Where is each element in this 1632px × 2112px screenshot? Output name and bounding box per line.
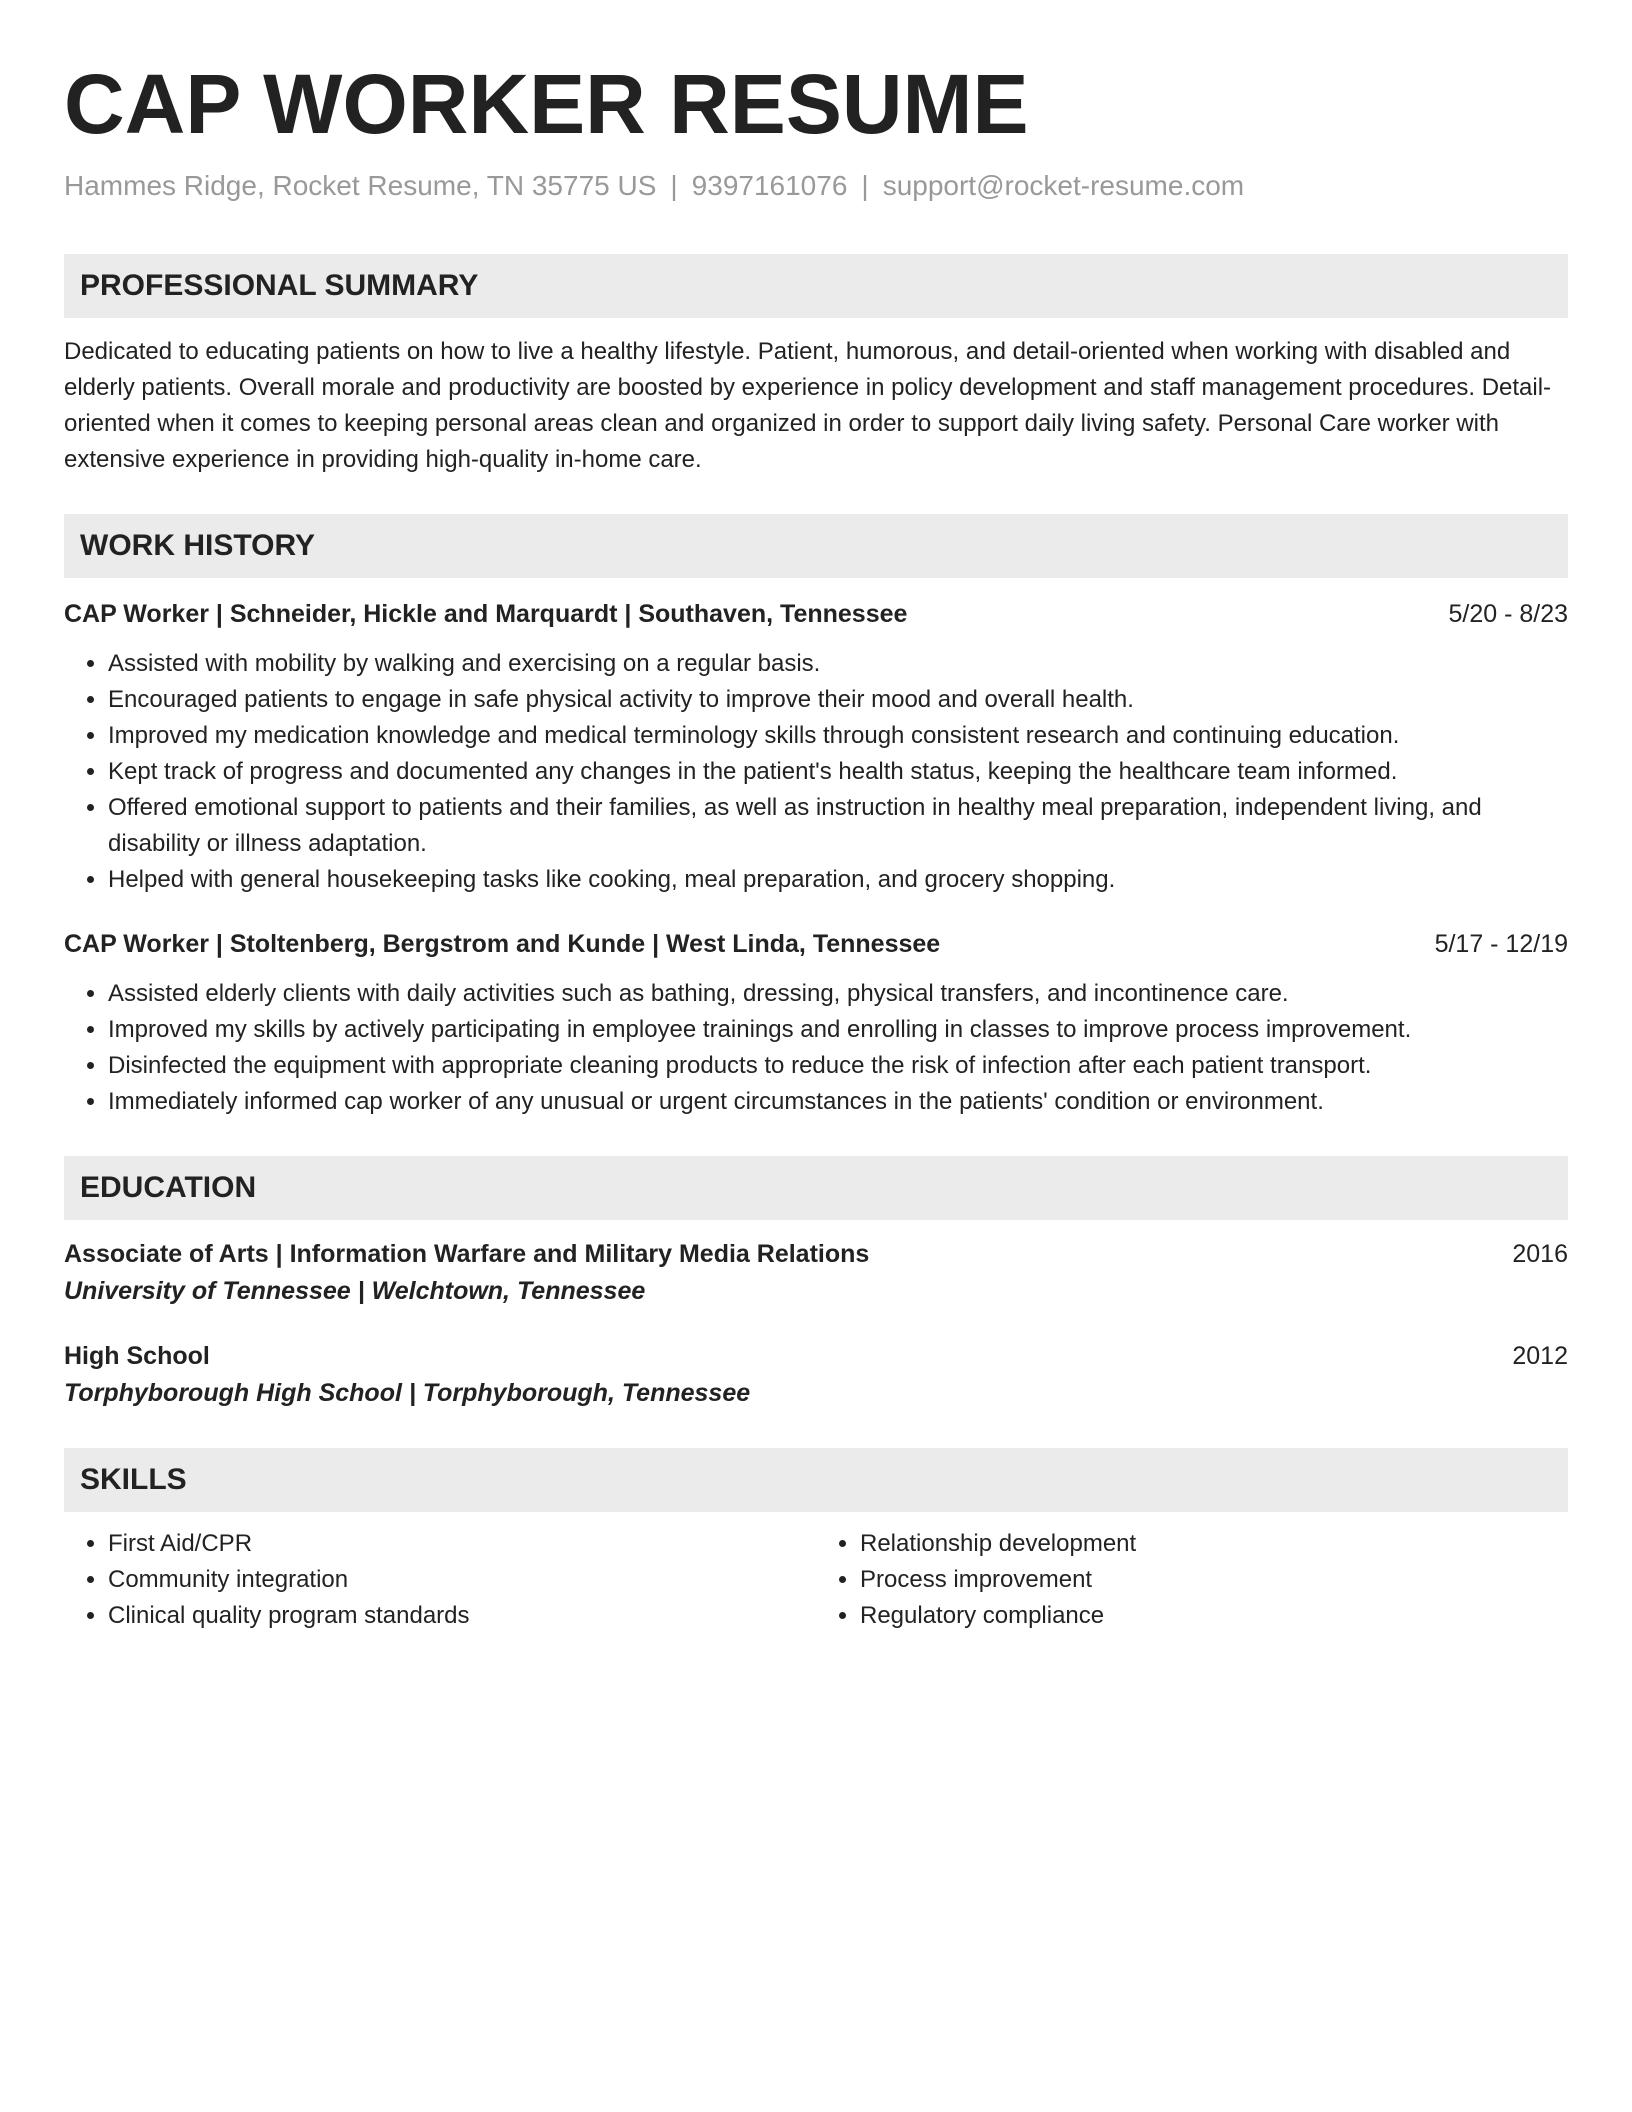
- education-entry: [64, 1236, 1568, 1310]
- skill-item: • Relationship development: [860, 1526, 1568, 1562]
- skill-item: • First Aid/CPR: [108, 1526, 816, 1562]
- contact-separator: |: [861, 170, 869, 201]
- education-header: [64, 1236, 1568, 1272]
- skills-list-right: [816, 1526, 1568, 1634]
- job-title: CAP Worker | Stoltenberg, Bergstrom and Kunde | West Linda, Tennessee: [64, 930, 941, 958]
- education-entry: [64, 1338, 1568, 1412]
- education-degree: High School: [64, 1342, 210, 1370]
- job-bullet: • Improved my skills by actively participating in employee trainings and enrolling in classes to improve process improvement.: [108, 1012, 1568, 1048]
- section-header-summary: PROFESSIONAL SUMMARY: [64, 254, 1568, 318]
- section-header-education: EDUCATION: [64, 1156, 1568, 1220]
- job-dates: 5/17 - 12/19: [1434, 930, 1568, 958]
- contact-phone: 9397161076: [691, 170, 848, 201]
- job-bullet: • Improved my medication knowledge and medical terminology skills through consistent research and continuing education.: [108, 718, 1568, 754]
- job-header: [64, 596, 1568, 632]
- contact-address: Hammes Ridge, Rocket Resume, TN 35775 US: [64, 170, 657, 201]
- education-degree: Associate of Arts | Information Warfare and Military Media Relations: [64, 1240, 870, 1268]
- section-header-work-history: WORK HISTORY: [64, 514, 1568, 578]
- job-dates: 5/20 - 8/23: [1448, 600, 1568, 628]
- contact-email: support@rocket-resume.com: [882, 170, 1245, 201]
- job-bullet: • Disinfected the equipment with appropriate cleaning products to reduce the risk of infection after each patient transport.: [108, 1048, 1568, 1084]
- job-entry: [64, 926, 1568, 1120]
- skills-columns: [64, 1526, 1568, 1634]
- contact-line: [64, 168, 1568, 204]
- skill-item: • Process improvement: [860, 1562, 1568, 1598]
- job-bullet: • Assisted elderly clients with daily activities such as bathing, dressing, physical transfers, and incontinence care.: [108, 976, 1568, 1012]
- skills-list-left: [64, 1526, 816, 1634]
- job-bullet: • Helped with general housekeeping tasks like cooking, meal preparation, and grocery shopping.: [108, 862, 1568, 898]
- skill-item: • Community integration: [108, 1562, 816, 1598]
- education-year: 2012: [1512, 1342, 1568, 1370]
- contact-separator: |: [670, 170, 678, 201]
- job-bullet: • Encouraged patients to engage in safe physical activity to improve their mood and overall health.: [108, 682, 1568, 718]
- skill-item: • Regulatory compliance: [860, 1598, 1568, 1634]
- job-entry: [64, 596, 1568, 898]
- skill-item: • Clinical quality program standards: [108, 1598, 816, 1634]
- job-bullet-list: [64, 976, 1568, 1120]
- section-header-skills: SKILLS: [64, 1448, 1568, 1512]
- job-title: CAP Worker | Schneider, Hickle and Marquardt | Southaven, Tennessee: [64, 600, 908, 628]
- job-bullet: • Kept track of progress and documented any changes in the patient's health status, keeping the healthcare team informed.: [108, 754, 1568, 790]
- education-header: [64, 1338, 1568, 1374]
- job-bullet-list: [64, 646, 1568, 898]
- education-school: Torphyborough High School | Torphyborough, Tennessee: [64, 1379, 751, 1407]
- resume-title: CAP WORKER RESUME: [64, 57, 1029, 151]
- summary-text: Dedicated to educating patients on how to live a healthy lifestyle. Patient, humorous, and detail-oriented when working with disabled and elderly patients. Overall morale and productivity are boosted by experience in policy development and staff management procedures. Detail-oriented when it comes to keeping personal areas clean and organized in order to support daily living safety. Personal Care worker with extensive experience in providing high-quality in-home care.: [64, 338, 1552, 473]
- job-bullet: • Assisted with mobility by walking and exercising on a regular basis.: [108, 646, 1568, 682]
- education-year: 2016: [1512, 1240, 1568, 1268]
- job-bullet: • Offered emotional support to patients and their families, as well as instruction in healthy meal preparation, independent living, and disability or illness adaptation.: [108, 790, 1568, 862]
- education-school: University of Tennessee | Welchtown, Tennessee: [64, 1277, 646, 1305]
- job-bullet: • Immediately informed cap worker of any unusual or urgent circumstances in the patients' condition or environment.: [108, 1084, 1568, 1120]
- job-header: [64, 926, 1568, 962]
